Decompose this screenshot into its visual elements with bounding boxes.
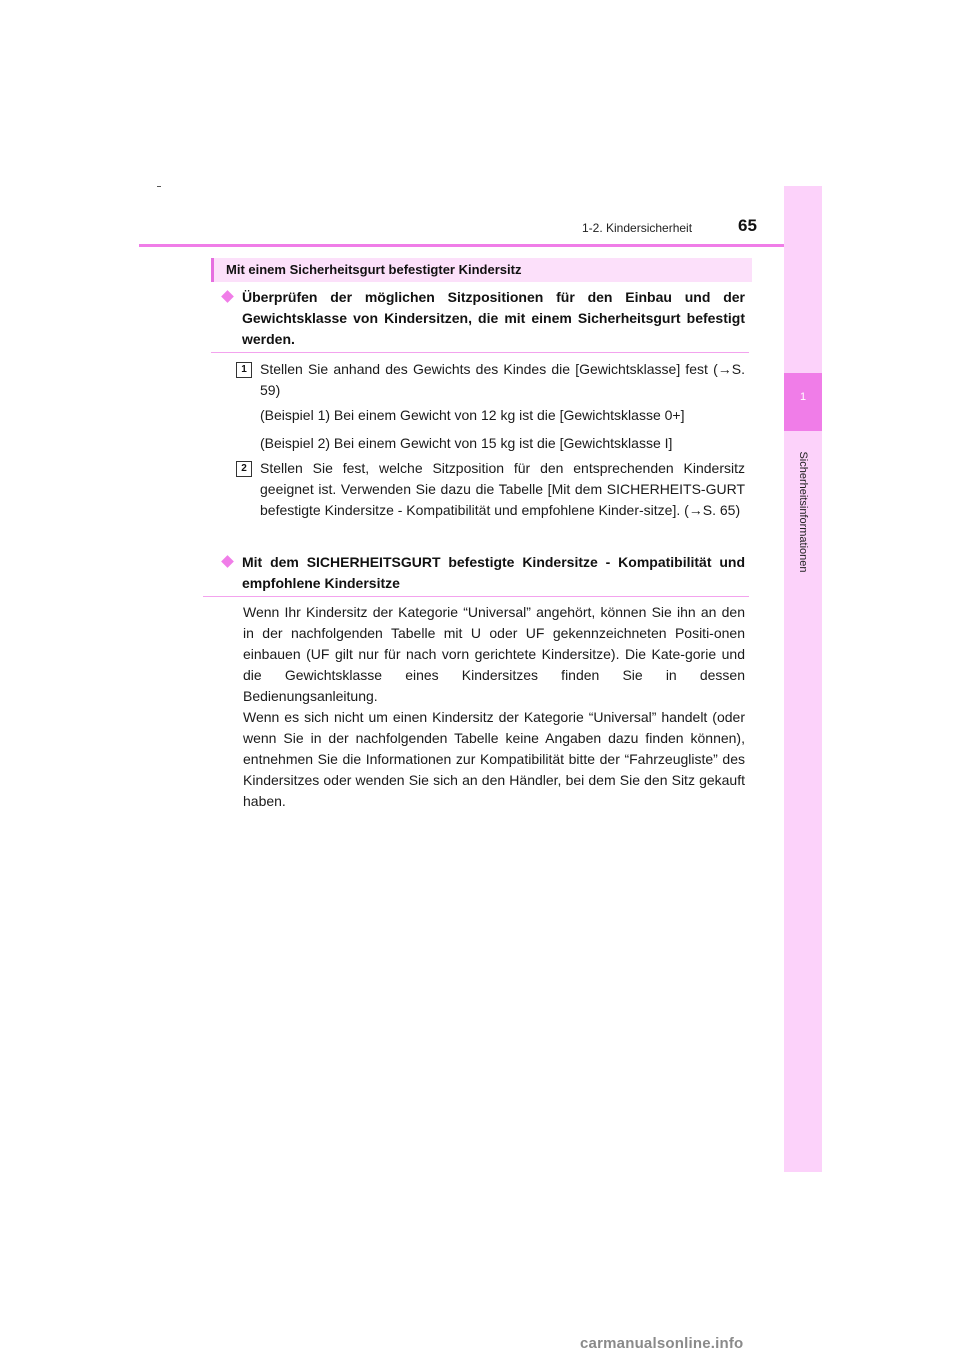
block2-paragraph-1: Wenn Ihr Kindersitz der Kategorie “Universal” angehört, können Sie ihn an den in der nachfolgenden Tabelle mit U oder UF gekennzeichneten Positi-onen einbauen (UF gilt nur für nach vorn gerichtete Kindersitze). Die Kate-gorie und die Gewichtsklasse eines Kindersitzes finden Sie in dessen Bedienungsanleitung.: [243, 604, 745, 704]
step-number-2: 2: [236, 461, 252, 477]
side-tab: [784, 186, 822, 1172]
crop-mark: [157, 186, 161, 187]
step-1-example-1: (Beispiel 1) Bei einem Gewicht von 12 kg ist die [Gewichtsklasse 0+]: [260, 407, 685, 423]
watermark: carmanualsonline.info: [580, 1335, 744, 1352]
section-title: Mit einem Sicherheitsgurt befestigter Kindersitz: [226, 262, 522, 277]
step-1-text: Stellen Sie anhand des Gewichts des Kindes die [Gewichtsklasse] fest (→S. 59): [260, 361, 745, 398]
step-2-text: Stellen Sie fest, welche Sitzposition für den entsprechenden Kindersitz geeignet ist. Verwenden Sie dazu die Tabelle [Mit dem SICHERHEITS-GURT befestigte Kindersitze - Kompatibilität und empfohlene Kinder-sitze]. (→S. 65): [260, 460, 745, 518]
block2-paragraph-2: Wenn es sich nicht um einen Kindersitz der Kategorie “Universal” handelt (oder wenn Sie in der nachfolgenden Tabelle keine Angaben dazu finden können), entnehmen Sie die Informationen zur Kompatibilität bitte der “Fahrzeugliste” des Kindersitzes oder wenden Sie sich an den Händler, bei dem Sie den Sitz gekauft haben.: [243, 709, 745, 809]
step-number-1: 1: [236, 362, 252, 378]
step-1-example-2: (Beispiel 2) Bei einem Gewicht von 15 kg ist die [Gewichtsklasse I]: [260, 435, 673, 451]
side-tab-label: Sicherheitsinformationen: [797, 451, 809, 573]
block1-heading: Überprüfen der möglichen Sitzpositionen für den Einbau und der Gewichtsklasse von Kindersitzen, die mit einem Sicherheitsgurt befestigt werden.: [242, 289, 745, 347]
diamond-bullet-icon: [221, 555, 234, 568]
block2-heading: Mit dem SICHERHEITSGURT befestigte Kindersitze - Kompatibilität und empfohlene Kindersitze: [242, 554, 745, 591]
section-header: [211, 258, 752, 282]
block2-divider: [203, 596, 749, 597]
block1-divider: [211, 352, 749, 353]
side-tab-number: 1: [799, 391, 807, 403]
header-divider: [139, 244, 822, 247]
chapter-title: 1-2. Kindersicherheit: [582, 221, 693, 235]
diamond-bullet-icon: [221, 290, 234, 303]
page-number: 65: [738, 216, 757, 235]
